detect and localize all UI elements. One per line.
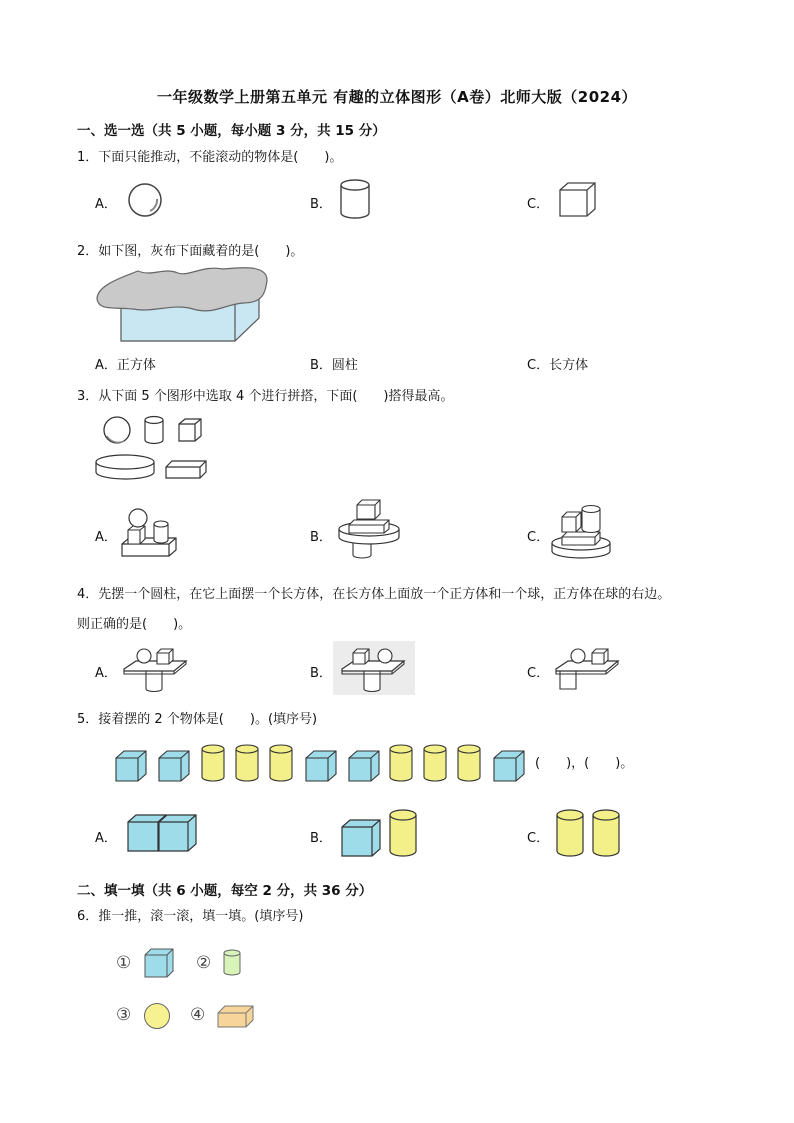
arrangement-b-figure bbox=[340, 643, 406, 693]
question-5-text: 5．接着摆的 2 个物体是( )。(填序号) bbox=[77, 712, 318, 727]
q5-option-b-label[interactable]: B． bbox=[310, 831, 332, 846]
label-1: ① bbox=[116, 953, 132, 973]
green-cylinder-icon bbox=[222, 948, 244, 980]
question-3-text: 3．从下面 5 个图形中选取 4 个进行拼搭，下面( )搭得最高。 bbox=[77, 389, 454, 404]
question-6-text: 6．推一推，滚一滚，填一填。(填序号) bbox=[77, 909, 304, 924]
q1-option-b-label[interactable]: B． bbox=[310, 197, 332, 212]
section-1-heading: 一、选一选（共 5 小题，每小题 3 分，共 15 分） bbox=[77, 123, 386, 139]
q5-option-a-label[interactable]: A． bbox=[95, 831, 117, 846]
question-2-text: 2．如下图，灰布下面藏着的是( )。 bbox=[77, 244, 304, 259]
stack-b-figure bbox=[337, 497, 401, 561]
label-3: ③ bbox=[116, 1005, 132, 1025]
pattern-sequence-figure bbox=[112, 744, 532, 786]
page-title: 一年级数学上册第五单元 有趣的立体图形（A卷）北师大版（2024） bbox=[156, 88, 638, 106]
label-4: ④ bbox=[190, 1005, 206, 1025]
arrangement-a-figure bbox=[122, 643, 188, 693]
q2-option-a[interactable]: A．正方体 bbox=[95, 358, 156, 373]
label-2: ② bbox=[196, 953, 212, 973]
stack-a-figure bbox=[120, 508, 180, 560]
question-1-text: 1．下面只能推动，不能滚动的物体是( )。 bbox=[77, 150, 343, 165]
cube-icon bbox=[558, 182, 598, 218]
blue-cube-icon bbox=[143, 947, 177, 979]
two-cylinders-figure bbox=[555, 807, 625, 861]
stack-c-figure bbox=[550, 503, 612, 561]
q4-option-c-label[interactable]: C． bbox=[527, 666, 550, 681]
section-2-heading: 二、填一填（共 6 小题，每空 2 分，共 36 分） bbox=[77, 883, 373, 899]
arrangement-c-figure bbox=[554, 643, 620, 693]
orange-box-icon bbox=[216, 1004, 256, 1030]
q4-option-a-label[interactable]: A． bbox=[95, 666, 117, 681]
q1-option-c-label[interactable]: C． bbox=[527, 197, 550, 212]
q2-option-c[interactable]: C．长方体 bbox=[527, 358, 589, 373]
question-4-text-line2: 则正确的是( )。 bbox=[77, 617, 192, 632]
yellow-ball-icon bbox=[143, 1002, 171, 1030]
q3-option-b-label[interactable]: B． bbox=[310, 530, 332, 545]
five-shapes-figure bbox=[94, 414, 214, 484]
hidden-box-under-cloth-figure bbox=[93, 263, 271, 345]
question-4-text-line1: 4．先摆一个圆柱，在它上面摆一个长方体，在长方体上面放一个正方体和一个球，正方体在球的右边。 bbox=[77, 587, 671, 602]
q3-option-c-label[interactable]: C． bbox=[527, 530, 550, 545]
q5-option-c-label[interactable]: C． bbox=[527, 831, 550, 846]
sphere-icon bbox=[128, 183, 164, 219]
cube-and-cylinder-figure bbox=[340, 807, 422, 859]
q5-answer-blanks[interactable]: ( )，( )。 bbox=[535, 756, 634, 771]
two-cubes-figure bbox=[126, 813, 200, 855]
q4-option-b-label[interactable]: B． bbox=[310, 666, 332, 681]
q3-option-a-label[interactable]: A． bbox=[95, 530, 117, 545]
q2-option-b[interactable]: B．圆柱 bbox=[310, 358, 358, 373]
cylinder-icon bbox=[338, 179, 372, 221]
q1-option-a-label[interactable]: A． bbox=[95, 197, 117, 212]
